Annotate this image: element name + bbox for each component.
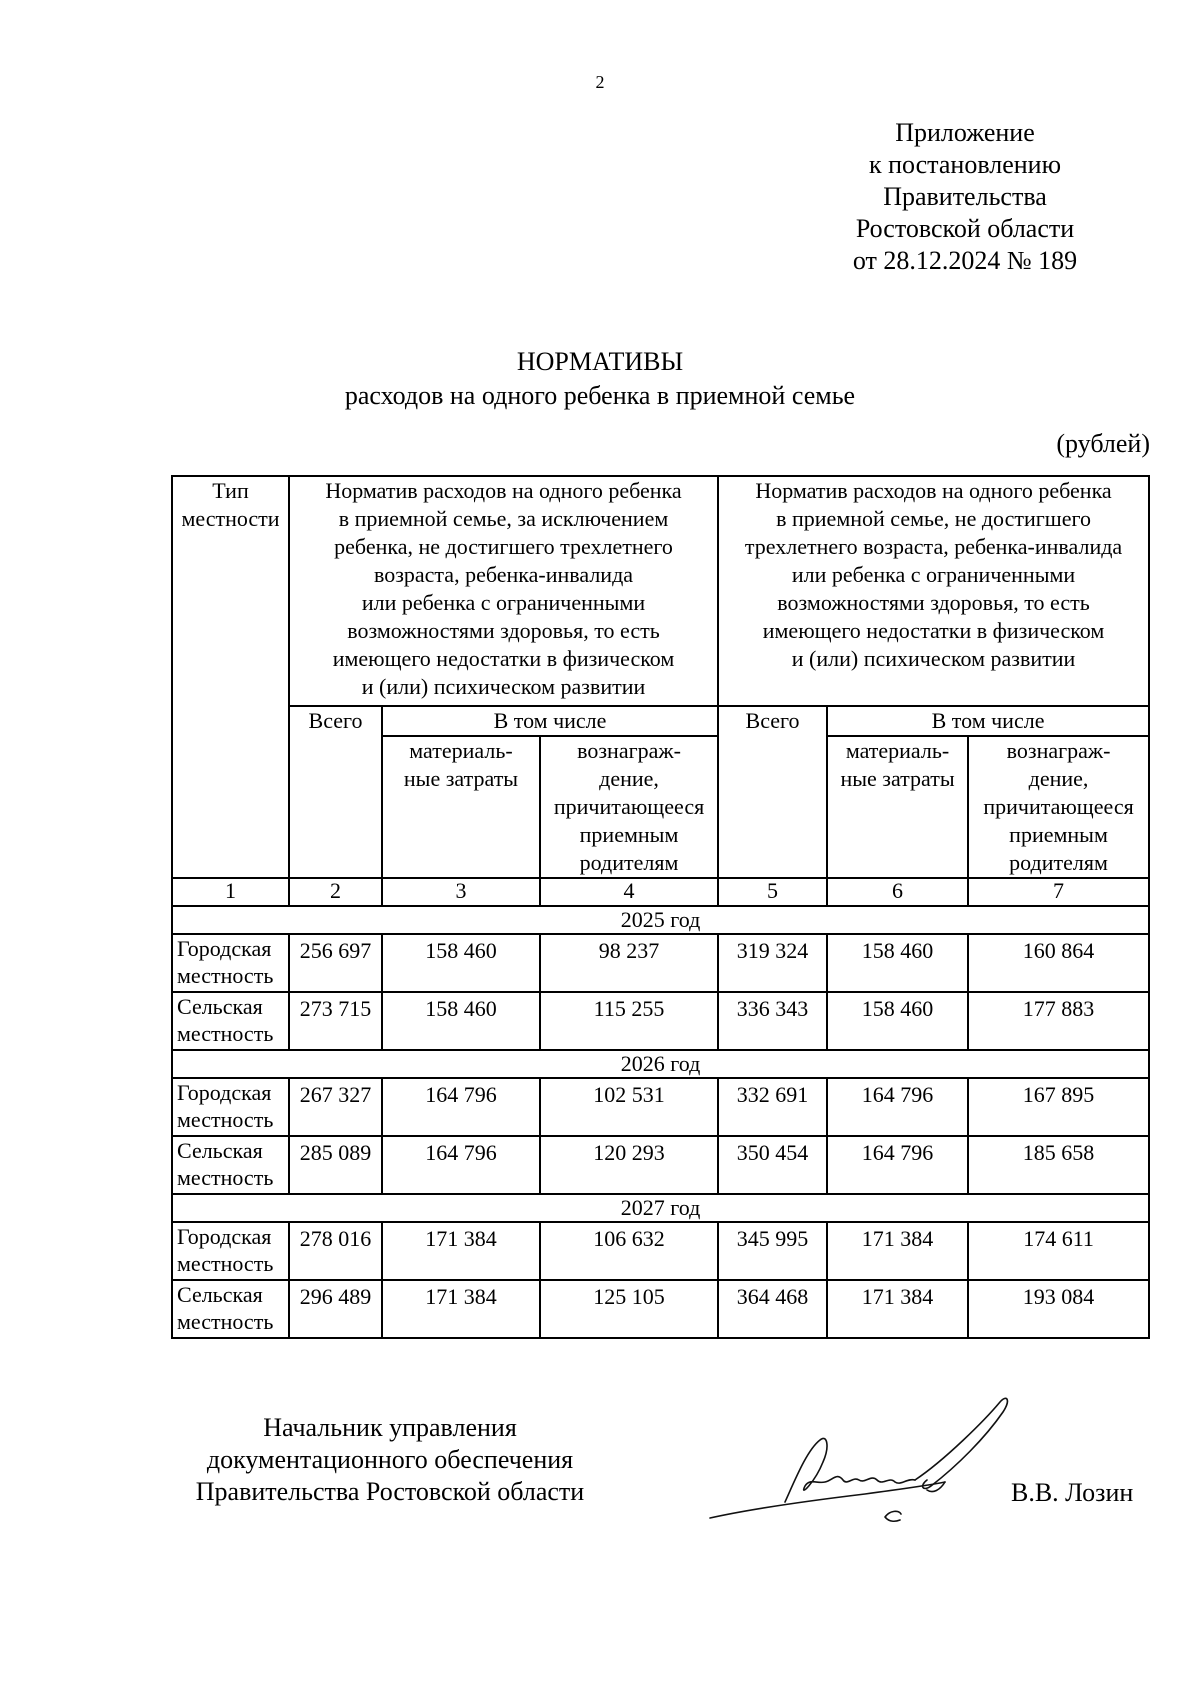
value-cell: 185 658	[968, 1136, 1149, 1194]
row-type-line: Городская	[177, 1224, 272, 1249]
appendix-line: Ростовской области	[855, 214, 1075, 243]
value-cell: 164 796	[827, 1136, 968, 1194]
row-type-line: местность	[177, 1107, 274, 1132]
row-type-line: Сельская	[177, 994, 263, 1019]
row-type-line: местность	[177, 1165, 274, 1190]
header-including-2: В том числе	[827, 706, 1149, 736]
appendix-line: Приложение	[895, 118, 1035, 147]
value-cell: 256 697	[289, 934, 382, 992]
row-type-line: местность	[177, 1251, 274, 1276]
header-reward-line: причитающееся	[983, 794, 1134, 819]
year-label: 2026 год	[172, 1050, 1149, 1078]
header-group-2	[718, 476, 1149, 706]
table-row	[172, 1136, 1149, 1194]
year-row	[172, 906, 1149, 934]
column-number: 3	[382, 878, 540, 906]
header-group-1-line: возможностями здоровья, то есть	[347, 618, 660, 643]
header-reward-line: приемным	[579, 822, 679, 847]
value-cell: 125 105	[540, 1280, 718, 1338]
row-type-line: местность	[177, 963, 274, 988]
row-type-line: Сельская	[177, 1138, 263, 1163]
header-group-1-line: имеющего недостатки в физическом	[332, 646, 675, 671]
header-group-1-line: ребенка, не достигшего трехлетнего	[334, 534, 673, 559]
header-group-2-line: в приемной семье, не достигшего	[776, 506, 1091, 531]
value-cell: 171 384	[382, 1222, 540, 1280]
value-cell: 102 531	[540, 1078, 718, 1136]
value-cell: 350 454	[718, 1136, 827, 1194]
value-cell: 273 715	[289, 992, 382, 1050]
header-group-1-line: Норматив расходов на одного ребенка	[325, 478, 682, 503]
table-row	[172, 1078, 1149, 1136]
header-group-2-line: или ребенка с ограниченными	[791, 562, 1076, 587]
value-cell: 267 327	[289, 1078, 382, 1136]
header-reward-line: дение,	[599, 766, 659, 791]
signatory-position	[160, 1412, 620, 1508]
value-cell: 158 460	[827, 934, 968, 992]
header-reward-line: вознаграж-	[1006, 738, 1111, 763]
column-number: 1	[172, 878, 289, 906]
header-group-2-line: трехлетнего возраста, ребенка-инвалида	[744, 534, 1123, 559]
row-type-cell	[172, 1078, 289, 1136]
header-group-1-line: или ребенка с ограниченными	[361, 590, 646, 615]
header-reward-1	[540, 736, 718, 878]
value-cell: 319 324	[718, 934, 827, 992]
table-row	[172, 992, 1149, 1050]
document-title: НОРМАТИВЫ	[516, 347, 684, 376]
header-type-line: местности	[181, 506, 280, 531]
value-cell: 336 343	[718, 992, 827, 1050]
row-type-cell	[172, 992, 289, 1050]
row-type-cell	[172, 1136, 289, 1194]
header-group-2-line: и (или) психическом развитии	[791, 646, 1076, 671]
column-number-row	[172, 878, 1149, 906]
appendix-block	[820, 117, 1110, 277]
appendix-line: к постановлению	[868, 150, 1062, 179]
value-cell: 171 384	[827, 1280, 968, 1338]
header-material-2	[827, 736, 968, 878]
header-group-1	[289, 476, 718, 706]
header-group-2-line: имеющего недостатки в физическом	[762, 618, 1105, 643]
year-row	[172, 1050, 1149, 1078]
header-material-line: материаль-	[409, 738, 513, 763]
header-including-1: В том числе	[382, 706, 718, 736]
signatory-position-line: Начальник управления	[263, 1413, 517, 1442]
appendix-line: от 28.12.2024 № 189	[852, 246, 1078, 275]
header-material-line: ные затраты	[403, 766, 519, 791]
header-reward-line: приемным	[1009, 822, 1108, 847]
value-cell: 164 796	[827, 1078, 968, 1136]
value-cell: 171 384	[827, 1222, 968, 1280]
table-row	[172, 934, 1149, 992]
header-reward-line: родителям	[579, 850, 679, 875]
header-group-1-line: в приемной семье, за исключением	[338, 506, 669, 531]
column-number: 7	[968, 878, 1149, 906]
header-reward-line: дение,	[1028, 766, 1089, 791]
header-total-2: Всего	[718, 706, 827, 878]
value-cell: 158 460	[827, 992, 968, 1050]
header-group-2-line: возможностями здоровья, то есть	[777, 590, 1090, 615]
value-cell: 296 489	[289, 1280, 382, 1338]
column-number: 4	[540, 878, 718, 906]
header-group-1-line: возраста, ребенка-инвалида	[373, 562, 634, 587]
row-type-cell	[172, 934, 289, 992]
appendix-line: Правительства	[883, 182, 1047, 211]
signatory-position-line: Правительства Ростовской области	[195, 1477, 585, 1506]
signatory-position-line: документационного обеспечения	[206, 1445, 574, 1474]
value-cell: 174 611	[968, 1222, 1149, 1280]
value-cell: 171 384	[382, 1280, 540, 1338]
header-type-line: Тип	[212, 478, 249, 503]
page-number: 2	[595, 72, 605, 92]
column-number: 5	[718, 878, 827, 906]
row-type-cell	[172, 1280, 289, 1338]
value-cell: 106 632	[540, 1222, 718, 1280]
value-cell: 332 691	[718, 1078, 827, 1136]
value-cell: 115 255	[540, 992, 718, 1050]
table-row	[172, 1280, 1149, 1338]
row-type-line: местность	[177, 1021, 274, 1046]
row-type-line: местность	[177, 1309, 274, 1334]
column-number: 2	[289, 878, 382, 906]
value-cell: 285 089	[289, 1136, 382, 1194]
header-total-1: Всего	[289, 706, 382, 878]
table-row	[172, 1222, 1149, 1280]
year-row	[172, 1194, 1149, 1222]
value-cell: 278 016	[289, 1222, 382, 1280]
value-cell: 158 460	[382, 992, 540, 1050]
value-cell: 167 895	[968, 1078, 1149, 1136]
header-group-1-line: и (или) психическом развитии	[361, 674, 646, 699]
year-label: 2025 год	[172, 906, 1149, 934]
value-cell: 177 883	[968, 992, 1149, 1050]
row-type-line: Городская	[177, 936, 272, 961]
header-material-line: ные затраты	[840, 766, 955, 791]
document-subtitle: расходов на одного ребенка в приемной семье	[344, 381, 856, 410]
signer-name: В.В. Лозин	[1011, 1478, 1134, 1507]
value-cell: 160 864	[968, 934, 1149, 992]
row-type-line: Сельская	[177, 1282, 263, 1307]
column-number: 6	[827, 878, 968, 906]
value-cell: 345 995	[718, 1222, 827, 1280]
value-cell: 164 796	[382, 1136, 540, 1194]
value-cell: 120 293	[540, 1136, 718, 1194]
year-label: 2027 год	[172, 1194, 1149, 1222]
header-reward-line: причитающееся	[553, 794, 705, 819]
value-cell: 193 084	[968, 1280, 1149, 1338]
value-cell: 164 796	[382, 1078, 540, 1136]
header-material-1	[382, 736, 540, 878]
units-label: (рублей)	[1056, 429, 1150, 458]
header-reward-line: родителям	[1009, 850, 1108, 875]
row-type-line: Городская	[177, 1080, 272, 1105]
header-reward-2	[968, 736, 1149, 878]
header-material-line: материаль-	[845, 738, 950, 763]
header-group-2-line: Норматив расходов на одного ребенка	[755, 478, 1112, 503]
norms-table	[171, 475, 1150, 1339]
handwritten-signature	[695, 1390, 1035, 1540]
header-type-cell	[172, 476, 289, 878]
value-cell: 158 460	[382, 934, 540, 992]
value-cell: 98 237	[540, 934, 718, 992]
row-type-cell	[172, 1222, 289, 1280]
header-reward-line: вознаграж-	[577, 738, 681, 763]
value-cell: 364 468	[718, 1280, 827, 1338]
